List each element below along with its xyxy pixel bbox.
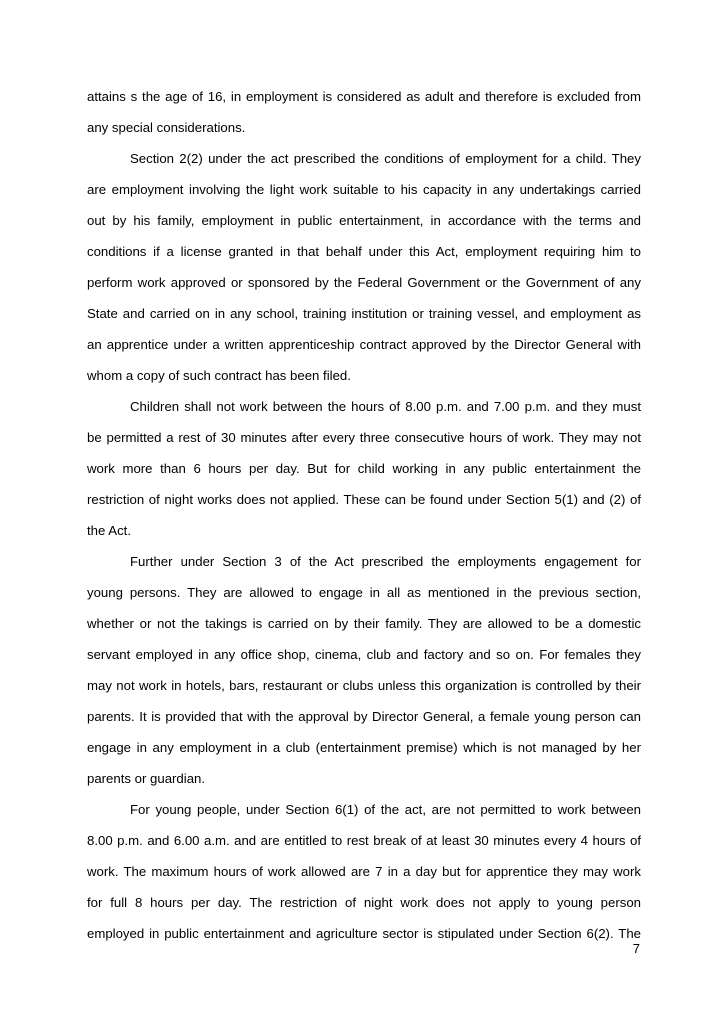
text-line: parents or guardian. [87, 771, 206, 786]
text-line: attains s the age of 16, in employment is considered as adult and therefore is excluded from [87, 89, 641, 104]
text-line: restriction of night works does not applied. These can be found under Section 5(1) and (2) of [87, 492, 641, 507]
paragraph-first-line: Children shall not work between the hours of 8.00 p.m. and 7.00 p.m. and they must [130, 399, 641, 414]
text-line: whether or not the takings is carried on by their family. They are allowed to be a domestic [87, 616, 641, 631]
text-line: any special considerations. [87, 120, 246, 135]
text-line: 8.00 p.m. and 6.00 a.m. and are entitled to rest break of at least 30 minutes every 4 hours of [87, 833, 641, 848]
page-number: 7 [632, 941, 640, 956]
paragraph-first-line: For young people, under Section 6(1) of the act, are not permitted to work between [130, 802, 641, 817]
text-line: may not work in hotels, bars, restaurant or clubs unless this organization is controlled by their [87, 678, 641, 693]
text-line: servant employed in any office shop, cinema, club and factory and so on. For females they [87, 647, 641, 662]
text-line: for full 8 hours per day. The restriction of night work does not apply to young person [87, 895, 641, 910]
text-line: an apprentice under a written apprenticeship contract approved by the Director General with [87, 337, 641, 352]
text-line: whom a copy of such contract has been filed. [87, 368, 351, 383]
paragraph-first-line: Section 2(2) under the act prescribed the conditions of employment for a child. They [130, 151, 641, 166]
text-line: the Act. [87, 523, 131, 538]
text-line: parents. It is provided that with the approval by Director General, a female young person can [87, 709, 641, 724]
text-line: young persons. They are allowed to engage in all as mentioned in the previous section, [87, 585, 641, 600]
text-line: engage in any employment in a club (entertainment premise) which is not managed by her [87, 740, 641, 755]
text-line: conditions if a license granted in that behalf under this Act, employment requiring him to [87, 244, 641, 259]
text-line: work. The maximum hours of work allowed are 7 in a day but for apprentice they may work [87, 864, 641, 879]
text-line: perform work approved or sponsored by the Federal Government or the Government of any [87, 275, 641, 290]
text-line: out by his family, employment in public entertainment, in accordance with the terms and [87, 213, 641, 228]
text-line: work more than 6 hours per day. But for child working in any public entertainment the [87, 461, 641, 476]
text-line: employed in public entertainment and agriculture sector is stipulated under Section 6(2). The [87, 926, 641, 941]
paragraph-first-line: Further under Section 3 of the Act prescribed the employments engagement for [130, 554, 641, 569]
text-line: State and carried on in any school, training institution or training vessel, and employment as [87, 306, 641, 321]
text-line: be permitted a rest of 30 minutes after every three consecutive hours of work. They may not [87, 430, 641, 445]
text-line: are employment involving the light work suitable to his capacity in any undertakings carried [87, 182, 641, 197]
